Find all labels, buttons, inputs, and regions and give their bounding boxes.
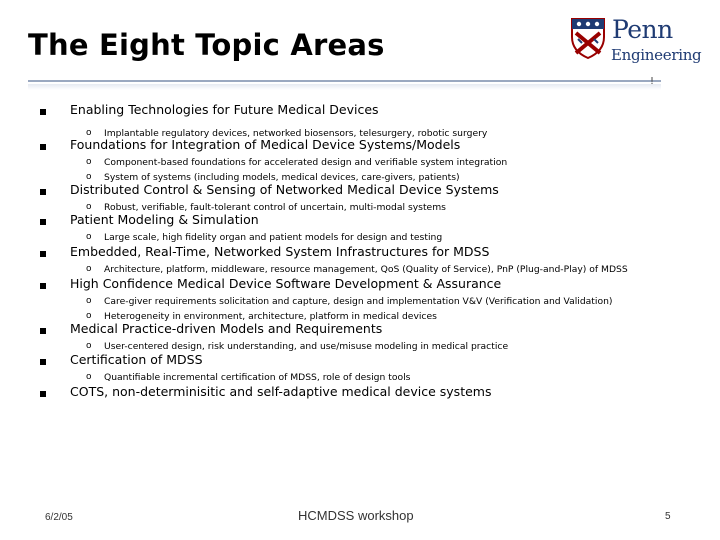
sub-bullet-icon: o [86, 264, 92, 274]
sub-bullet-icon: o [86, 311, 92, 321]
bullet-icon [40, 283, 46, 289]
bullet-icon [40, 328, 46, 334]
subtopic-text: Robust, verifiable, fault-tolerant control of uncertain, multi-modal systems [104, 202, 446, 213]
sub-bullet-icon: o [86, 202, 92, 212]
sub-bullet-icon: o [86, 157, 92, 167]
topic-label: Enabling Technologies for Future Medical Devices [70, 102, 379, 117]
subtopic-text: User-centered design, risk understanding, and use/misuse modeling in medical practice [104, 341, 509, 352]
footer-date: 6/2/05 [45, 512, 73, 523]
sub-bullet-icon: o [86, 341, 92, 351]
sub-bullet-icon: o [86, 232, 92, 242]
bullet-icon [40, 109, 46, 115]
topic-label: High Confidence Medical Device Software Development & Assurance [70, 276, 502, 291]
sub-bullet-icon: o [86, 128, 92, 138]
subtopic-text: Quantifiable incremental certification of MDSS, role of design tools [104, 372, 411, 383]
penn-engineering-logo [570, 15, 710, 65]
topic-label: Patient Modeling & Simulation [70, 212, 259, 227]
rule-mark: ! [650, 76, 655, 87]
topic-label: Certification of MDSS [70, 352, 203, 367]
bullet-icon [40, 189, 46, 195]
title-rule [28, 80, 661, 82]
bullet-icon [40, 391, 46, 397]
subtopic-text: Large scale, high fidelity organ and patient models for design and testing [104, 232, 443, 243]
bullet-icon [40, 251, 46, 257]
penn-shield-icon [570, 17, 606, 59]
topic-label: Medical Practice-driven Models and Requirements [70, 321, 383, 336]
bullet-icon [40, 144, 46, 150]
topic-label: COTS, non-determinisitic and self-adaptive medical device systems [70, 384, 492, 399]
slide-title: The Eight Topic Areas [28, 28, 385, 62]
subtopic-text: Architecture, platform, middleware, resource management, QoS (Quality of Service), PnP (Plug-and-Play) of MDSS [104, 264, 628, 275]
bullet-icon [40, 219, 46, 225]
topic-label: Embedded, Real-Time, Networked System Infrastructures for MDSS [70, 244, 490, 259]
subtopic-text: Component-based foundations for accelerated design and verifiable system integration [104, 157, 508, 168]
subtopic-text: Implantable regulatory devices, networked biosensors, telesurgery, robotic surgery [104, 128, 488, 139]
sub-bullet-icon: o [86, 372, 92, 382]
footer-title: HCMDSS workshop [298, 508, 414, 523]
topic-label: Distributed Control & Sensing of Networked Medical Device Systems [70, 182, 499, 197]
sub-bullet-icon: o [86, 296, 92, 306]
subtopic-text: System of systems (including models, medical devices, care-givers, patients) [104, 172, 460, 183]
title-rule-shadow [28, 84, 661, 90]
bullet-icon [40, 359, 46, 365]
sub-bullet-icon: o [86, 172, 92, 182]
subtopic-text: Heterogeneity in environment, architecture, platform in medical devices [104, 311, 437, 322]
page-number: 5 [665, 511, 671, 522]
logo-penn-text: Penn [612, 15, 673, 44]
topic-label: Foundations for Integration of Medical Device Systems/Models [70, 137, 461, 152]
logo-engineering-text: Engineering [611, 46, 702, 64]
subtopic-text: Care-giver requirements solicitation and capture, design and implementation V&V (Verification and Validation) [104, 296, 613, 307]
